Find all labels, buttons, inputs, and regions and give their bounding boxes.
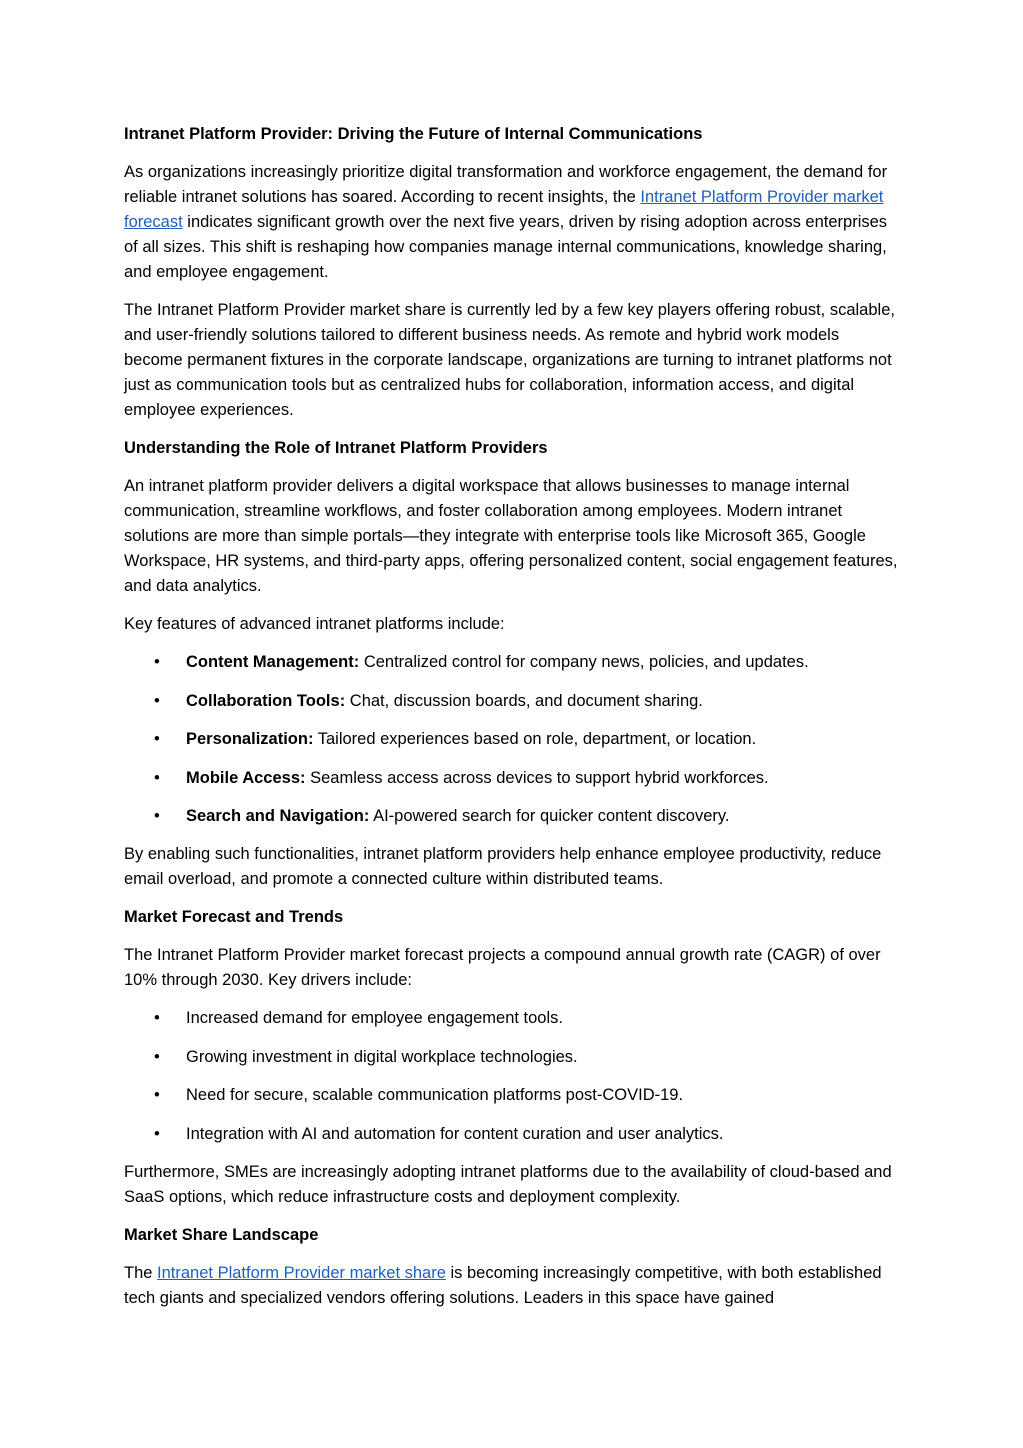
- role-paragraph: An intranet platform provider delivers a digital workspace that allows businesses to manage internal communication, streamline workflows, and foster collaboration among employees. Modern intranet solutions are more than simple portals—they integrate with enterprise tools like Microsoft 365, Google Workspace, HR systems, and third-party apps, offering personalized content, social engagement features, and data analytics.: [124, 477, 898, 595]
- document-body: [124, 122, 899, 1324]
- list-item: [124, 650, 899, 675]
- document-title: Intranet Platform Provider: Driving the Future of Internal Communications: [124, 125, 703, 143]
- bullet-icon: •: [154, 691, 160, 710]
- smes-paragraph: Furthermore, SMEs are increasingly adopting intranet platforms due to the availability of cloud-based and SaaS options, which reduce infrastructure costs and deployment complexity.: [124, 1162, 892, 1206]
- list-item: [124, 689, 899, 714]
- feature-term: Collaboration Tools:: [186, 691, 346, 710]
- share-text-after: is becoming increasingly competitive, with both established tech giants and specialized vendors offering solutions. Leaders in this space have gained: [124, 1263, 882, 1307]
- feature-desc: Centralized control for company news, policies, and updates.: [359, 653, 809, 671]
- driver-text: Increased demand for employee engagement tools.: [186, 1009, 563, 1027]
- feature-desc: Tailored experiences based on role, department, or location.: [313, 730, 757, 748]
- driver-text: Need for secure, scalable communication platforms post-COVID-19.: [186, 1086, 684, 1104]
- feature-desc: Chat, discussion boards, and document sharing.: [345, 691, 703, 710]
- features-intro: Key features of advanced intranet platforms include:: [124, 615, 505, 633]
- bullet-icon: •: [154, 653, 160, 671]
- feature-term: Search and Navigation:: [186, 807, 370, 825]
- intro-text-after: indicates significant growth over the next five years, driven by rising adoption across enterprises of all sizes. This shift is reshaping how companies manage internal communications, knowledge sharing, and employee engagement.: [124, 213, 888, 281]
- market-share-paragraph: The Intranet Platform Provider market share is currently led by a few key players offering robust, scalable, and user-friendly solutions tailored to different business needs. As remote and hybrid work models become permanent fixtures in the corporate landscape, organizations are turning to intranet platforms not just as communication tools but as centralized hubs for collaboration, information access, and digital employee experiences.: [124, 301, 895, 419]
- bullet-icon: •: [154, 807, 160, 825]
- list-item: [124, 727, 899, 752]
- bullet-icon: •: [154, 730, 160, 748]
- market-forecast-link[interactable]: Intranet Platform Provider market forecast: [124, 188, 884, 231]
- feature-term: Mobile Access:: [186, 768, 306, 787]
- driver-text: Integration with AI and automation for content curation and user analytics.: [186, 1124, 724, 1143]
- functionalities-paragraph: By enabling such functionalities, intranet platform providers help enhance employee productivity, reduce email overload, and promote a connected culture within distributed teams.: [124, 845, 882, 888]
- share-text-before: The: [124, 1263, 158, 1282]
- intro-text-before: As organizations increasingly prioritize digital transformation and workforce engagement, the demand for reliable intranet solutions has soared. According to recent insights, the: [124, 163, 888, 206]
- feature-desc: AI-powered search for quicker content discovery.: [369, 807, 730, 825]
- list-item: [124, 1045, 899, 1070]
- list-item: [124, 804, 899, 829]
- bullet-icon: •: [154, 1009, 160, 1027]
- bullet-icon: •: [154, 1047, 160, 1066]
- bullet-icon: •: [154, 768, 160, 787]
- forecast-paragraph: The Intranet Platform Provider market forecast projects a compound annual growth rate (CAGR) of over 10% through 2030. Key drivers include:: [124, 946, 881, 989]
- bullet-icon: •: [154, 1124, 160, 1143]
- list-item: [124, 1006, 899, 1031]
- list-item: [124, 1122, 899, 1147]
- bullet-icon: •: [154, 1086, 160, 1104]
- section-heading-role: Understanding the Role of Intranet Platform Providers: [124, 439, 548, 457]
- features-list: [124, 650, 899, 829]
- intro-paragraph: [124, 160, 899, 285]
- feature-term: Personalization:: [186, 730, 314, 748]
- feature-desc: Seamless access across devices to support hybrid workforces.: [305, 768, 769, 787]
- market-share-link[interactable]: Intranet Platform Provider market share: [157, 1263, 446, 1282]
- drivers-list: [124, 1006, 899, 1147]
- driver-text: Growing investment in digital workplace technologies.: [186, 1047, 578, 1066]
- section-heading-forecast: Market Forecast and Trends: [124, 908, 344, 926]
- list-item: [124, 766, 899, 791]
- section-heading-share: Market Share Landscape: [124, 1225, 319, 1244]
- feature-term: Content Management:: [186, 653, 360, 671]
- share-paragraph: [124, 1261, 899, 1311]
- list-item: [124, 1083, 899, 1108]
